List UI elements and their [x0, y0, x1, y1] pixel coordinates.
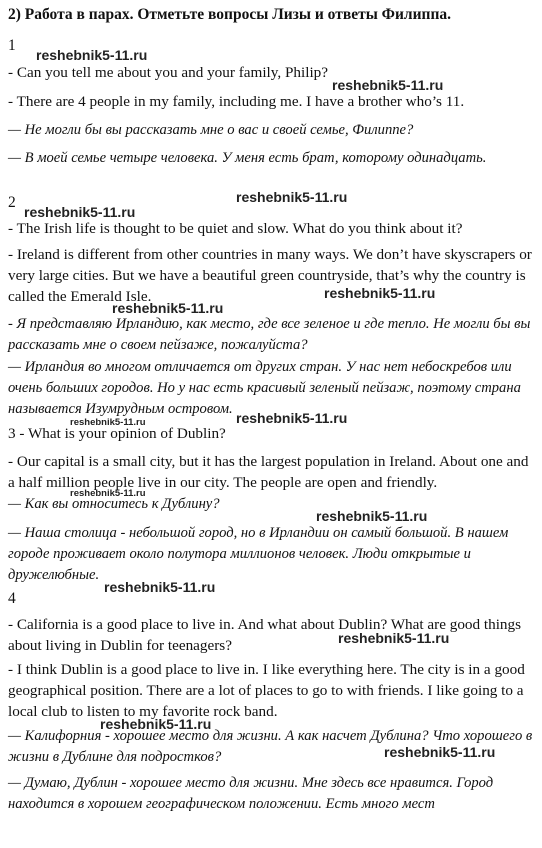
section-2-answer-ru: — Ирландия во многом отличается от других стран. У нас нет небоскребов или очень больших городов. Но у нас есть красивый зеленый пейзаж, поэтому страна называется Изумрудным островом.: [8, 359, 521, 417]
section-1-answer-ru: — В моей семье четыре человека. У меня есть брат, которому одинадцать.: [8, 150, 487, 166]
section-number-2: 2: [8, 194, 16, 211]
section-1-answer-en: - There are 4 people in my family, including me. I have a brother who’s 11.: [8, 93, 465, 110]
watermark-text: reshebnik5-11.ru: [316, 508, 428, 524]
watermark-text: reshebnik5-11.ru: [24, 204, 136, 220]
watermark-text: reshebnik5-11.ru: [70, 488, 146, 499]
watermark-text: reshebnik5-11.ru: [236, 410, 348, 426]
section-2-question-en: - The Irish life is thought to be quiet and slow. What do you think about it?: [8, 220, 463, 237]
watermark-text: reshebnik5-11.ru: [332, 77, 444, 93]
section-number-4: 4: [8, 590, 16, 607]
section-3-question-ru: — Как вы относитесь к Дублину?: [8, 496, 220, 512]
watermark-text: reshebnik5-11.ru: [100, 716, 212, 732]
section-number-3: 3: [8, 425, 16, 442]
watermark-text: reshebnik5-11.ru: [338, 630, 450, 646]
section-3-answer-en: - Our capital is a small city, but it has the largest population in Ireland. About one and a half million people live in our city. The people are open and friendly.: [8, 453, 529, 491]
section-number-1: 1: [8, 37, 16, 54]
section-2-answer-en: - Ireland is different from other countries in many ways. We don’t have skyscrapers or very large cities. But we have a beautiful green countryside, that’s why the country is called the Emerald Isle.: [8, 246, 532, 305]
section-1-question-en: - Can you tell me about you and your family, Philip?: [8, 64, 329, 81]
section-4-question-en: - California is a good place to live in. And what about Dublin? What are good things about living in Dublin for teenagers?: [8, 616, 522, 654]
section-4-question-ru: — Калифорния - хорошее место для жизни. А как насчет Дублина? Что хорошего в жизни в Дублине для подростков?: [8, 728, 533, 765]
watermark-text: reshebnik5-11.ru: [70, 417, 146, 428]
section-1-question-ru: — Не могли бы вы рассказать мне о вас и своей семье, Филиппе?: [8, 122, 414, 138]
watermark-text: reshebnik5-11.ru: [236, 189, 348, 205]
section-2-question-ru: - Я представляю Ирландию, как место, где все зеленое и где тепло. Не могли бы вы рассказать мне о своем пейзаже, пожалуйста?: [8, 316, 531, 353]
watermark-text: reshebnik5-11.ru: [36, 47, 148, 63]
watermark-text: reshebnik5-11.ru: [104, 579, 216, 595]
section-3-answer-ru: — Наша столица - небольшой город, но в Ирландии он самый большой. В нашем городе проживает около полутора миллионов человек. Люди открытые и дружелюбные.: [8, 525, 509, 583]
section-3-question-text: - What is your opinion of Dublin?: [19, 425, 226, 442]
section-4-answer-ru: — Думаю, Дублин - хорошее место для жизни. Мне здесь все нравится. Город находится в хорошем географическом положении. Есть много мест: [8, 775, 494, 812]
watermark-text: reshebnik5-11.ru: [384, 744, 496, 760]
section-4-answer-en: - I think Dublin is a good place to live in. I like everything here. The city is in a good geographical position. There are a lot of places to go to with friends. I like going to a local club to listen to my favorite rock band.: [8, 661, 525, 720]
exercise-title: 2) Работа в парах. Отметьте вопросы Лизы и ответы Филиппа.: [8, 6, 452, 23]
watermark-text: reshebnik5-11.ru: [112, 300, 224, 316]
watermark-text: reshebnik5-11.ru: [324, 285, 436, 301]
